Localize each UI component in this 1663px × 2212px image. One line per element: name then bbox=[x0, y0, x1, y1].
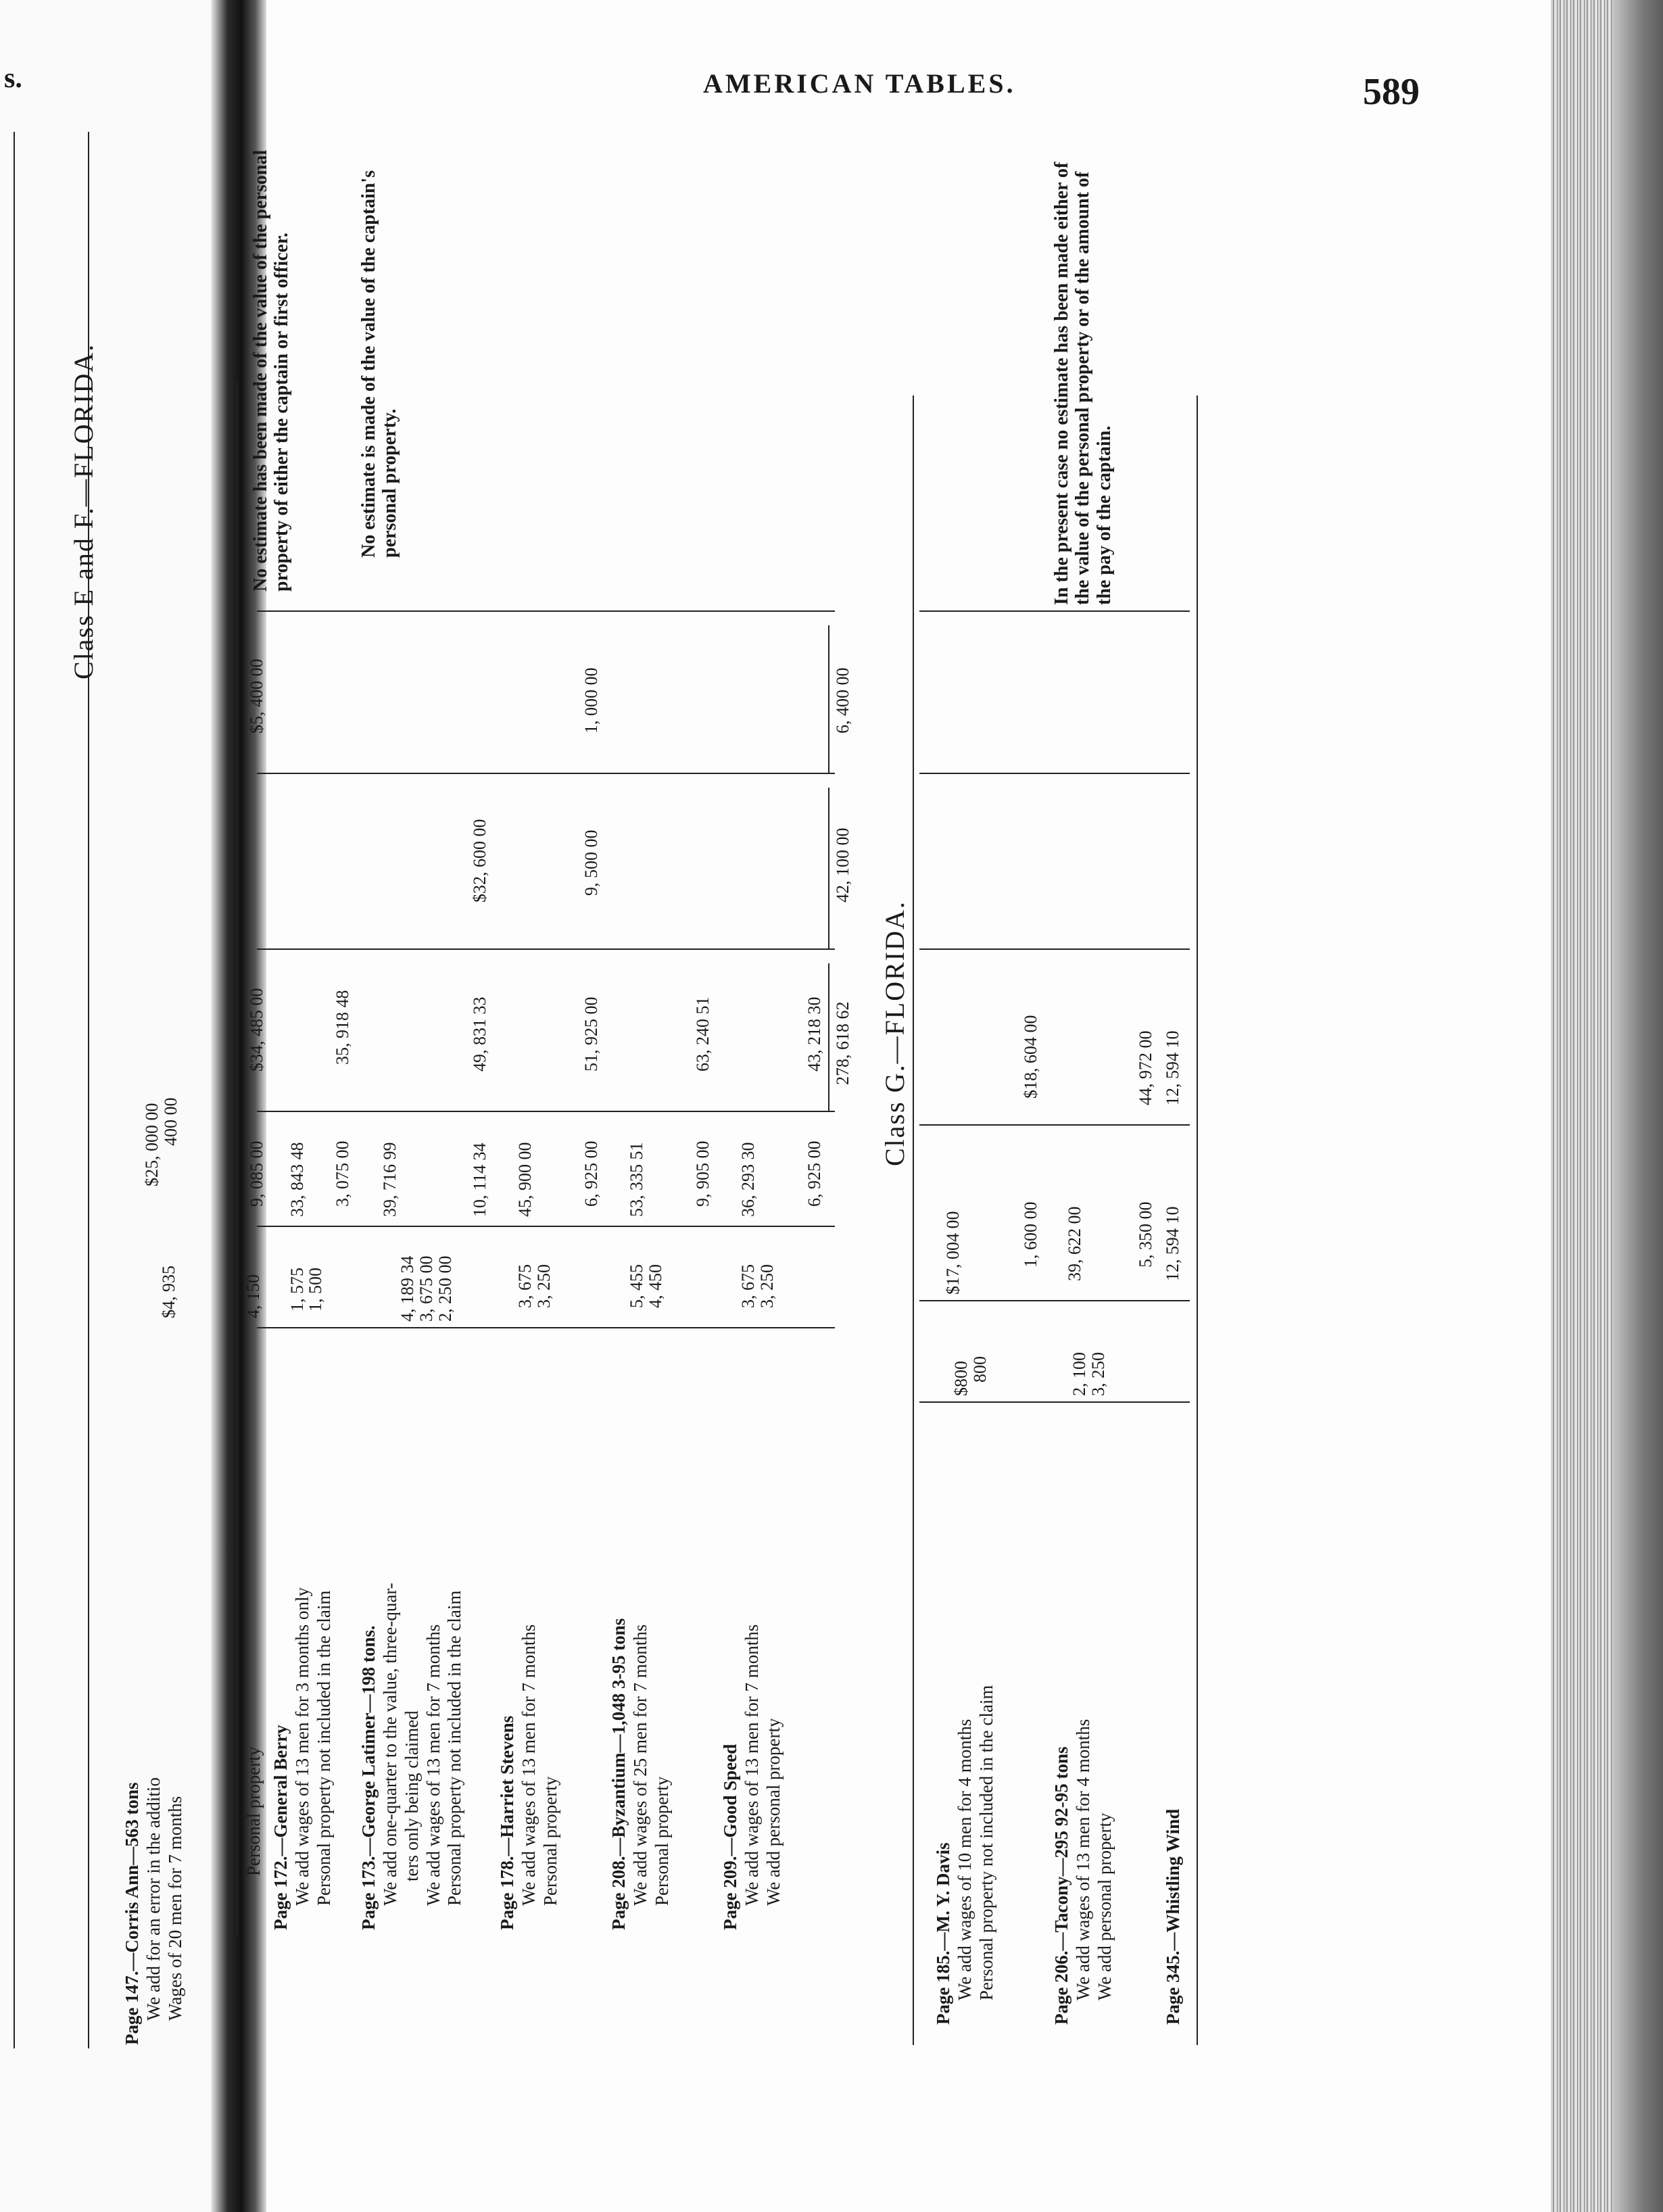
george-latimer-c1-c: 2, 250 00 bbox=[435, 1255, 455, 1322]
harriet-stevens-line-3: Personal property bbox=[539, 1776, 560, 1906]
left-running-head: s. bbox=[4, 63, 22, 94]
tacony-c2-a: 39, 622 00 bbox=[1065, 1206, 1084, 1281]
george-latimer-line-4: We add wages of 13 men for 7 months bbox=[423, 1624, 443, 1906]
corris-ann-line-1: Page 147.—Corris Ann—563 tons bbox=[122, 1782, 142, 2045]
personal-property-c2: 9, 085 00 bbox=[247, 1140, 266, 1207]
personal-property-c3: $34, 485 00 bbox=[247, 988, 266, 1072]
personal-property-c1: 4, 150 bbox=[243, 1274, 263, 1318]
section-divider-rule bbox=[913, 395, 914, 2045]
corris-ann-c1: $4, 935 bbox=[159, 1266, 178, 1318]
class-g-caption bbox=[879, 900, 911, 1166]
entry-george-latimer bbox=[358, 1583, 466, 1930]
george-latimer-c3: 49, 831 33 bbox=[470, 996, 489, 1072]
good-speed-c2-a: 36, 293 30 bbox=[738, 1142, 758, 1217]
g-col-rule-3 bbox=[919, 1124, 1190, 1126]
personal-property-c5: $5, 400 00 bbox=[247, 658, 266, 734]
entry-tacony bbox=[1051, 1719, 1116, 2025]
harriet-stevens-c1-b: 3, 250 bbox=[534, 1264, 554, 1308]
g-col-rule-1 bbox=[919, 1401, 1190, 1403]
my-davis-line-2: We add wages of 10 men for 4 months bbox=[954, 1718, 975, 2000]
byzantium-c3: 63, 240 51 bbox=[693, 996, 713, 1072]
tacony-c1-a: 2, 100 bbox=[1069, 1352, 1089, 1396]
entry-good-speed bbox=[720, 1625, 785, 1930]
good-speed-c3: 43, 218 30 bbox=[804, 996, 824, 1072]
my-davis-line-3: Personal property not included in the claim bbox=[975, 1685, 996, 2000]
running-head: AMERICAN TABLES. bbox=[703, 68, 1016, 99]
harriet-stevens-line-1: Page 178.—Harriet Stevens bbox=[497, 1715, 517, 1930]
harriet-stevens-c2-b: 6, 925 00 bbox=[581, 1140, 601, 1207]
left-page-rule bbox=[14, 132, 15, 2048]
personal-property-text: Personal property bbox=[243, 1746, 264, 1876]
corris-ann-c2-b: 400 00 bbox=[161, 1097, 180, 1146]
tacony-c1-b: 3, 250 bbox=[1088, 1352, 1108, 1396]
totals-rule-c4 bbox=[828, 788, 829, 950]
total-c5: 6, 400 00 bbox=[833, 667, 852, 734]
entry-corris-ann bbox=[122, 1777, 187, 2045]
whistling-wind-c3: 12, 594 10 bbox=[1163, 1030, 1182, 1105]
good-speed-c2-b: 6, 925 00 bbox=[804, 1140, 824, 1207]
tacony-line-3: We add personal property bbox=[1094, 1812, 1115, 2000]
tacony-c2-b: 5, 350 00 bbox=[1136, 1201, 1155, 1268]
george-latimer-c1-a: 4, 189 34 bbox=[397, 1255, 417, 1322]
section-bottom-rule bbox=[1197, 395, 1198, 2045]
general-berry-line-1: Page 172.—General Berry bbox=[270, 1725, 291, 1930]
good-speed-line-1: Page 209.—Good Speed bbox=[720, 1744, 740, 1930]
whistling-wind-line-1: Page 345.—Whistling Wind bbox=[1163, 1808, 1183, 2025]
harriet-stevens-c1-a: 3, 675 bbox=[515, 1264, 535, 1308]
entry-harriet-stevens bbox=[497, 1625, 562, 1930]
george-latimer-line-5: Personal property not included in the claim bbox=[444, 1590, 465, 1906]
harriet-stevens-c5: 1, 000 00 bbox=[581, 667, 601, 734]
col-rule-5 bbox=[257, 773, 835, 774]
harriet-stevens-c2-a: 45, 900 00 bbox=[515, 1142, 535, 1217]
harriet-stevens-c4: 9, 500 00 bbox=[581, 830, 601, 896]
general-berry-c2-a: 33, 843 48 bbox=[287, 1142, 307, 1217]
class-ef-caption-text: Class E and F.—FLORIDA. bbox=[68, 343, 99, 679]
good-speed-c1-b: 3, 250 bbox=[757, 1264, 777, 1308]
my-davis-c2-b: 1, 600 00 bbox=[1021, 1201, 1040, 1268]
byzantium-line-2: We add wages of 25 men for 7 months bbox=[629, 1624, 650, 1906]
g-col-rule-2 bbox=[919, 1300, 1190, 1301]
col-rule-6 bbox=[257, 610, 835, 612]
totals-rule-c5 bbox=[828, 625, 829, 774]
george-latimer-c4: $32, 600 00 bbox=[470, 819, 489, 903]
g-col-rule-4 bbox=[919, 948, 1190, 950]
my-davis-c1-b: 800 bbox=[970, 1356, 990, 1382]
general-berry-c2-b: 3, 075 00 bbox=[333, 1140, 352, 1207]
byzantium-c2-b: 9, 905 00 bbox=[693, 1140, 713, 1207]
general-berry-c3: 35, 918 48 bbox=[333, 990, 352, 1065]
class-g-caption-text: Class G.—FLORIDA. bbox=[879, 900, 910, 1166]
good-speed-line-3: We add personal property bbox=[763, 1718, 784, 1906]
general-berry-c1-b: 1, 500 bbox=[306, 1268, 325, 1312]
entry-whistling-wind bbox=[1163, 1809, 1184, 2025]
my-davis-c3: $18, 604 00 bbox=[1021, 1015, 1040, 1099]
my-davis-line-1: Page 185.—M. Y. Davis bbox=[933, 1842, 953, 2025]
byzantium-c1-a: 5, 455 bbox=[627, 1264, 646, 1308]
page-number: 589 bbox=[1363, 71, 1420, 113]
col-rule-2 bbox=[257, 1226, 835, 1227]
good-speed-c1-a: 3, 675 bbox=[738, 1264, 758, 1308]
tacony-line-1: Page 206.—Tacony—295 92-95 tons bbox=[1051, 1746, 1071, 2025]
george-latimer-c2-b: 10, 114 34 bbox=[470, 1143, 489, 1217]
personal-property-label bbox=[243, 1747, 265, 1876]
rotated-table bbox=[68, 139, 1406, 2045]
col-rule-3 bbox=[257, 1111, 835, 1112]
total-c4: 42, 100 00 bbox=[833, 827, 852, 903]
whistling-wind-c2: 12, 594 10 bbox=[1163, 1206, 1182, 1281]
general-berry-line-3: Personal property not included in the claim bbox=[313, 1590, 334, 1906]
byzantium-c2-a: 53, 335 51 bbox=[627, 1142, 646, 1217]
corris-ann-line-3: Wages of 20 men for 7 months bbox=[164, 1796, 185, 2021]
byzantium-line-3: Personal property bbox=[651, 1776, 672, 1906]
totals-rule-c3 bbox=[828, 963, 829, 1112]
tacony-line-2: We add wages of 13 men for 4 months bbox=[1072, 1718, 1093, 2000]
general-berry-note: No estimate has been made of the value of the personal property of either the captain or first officer. bbox=[250, 149, 293, 592]
g-col-rule-6 bbox=[919, 610, 1190, 612]
class-ef-caption bbox=[68, 343, 99, 679]
george-latimer-line-1: Page 173.—George Latimer—198 tons. bbox=[358, 1625, 379, 1930]
whistling-wind-note: In the present case no estimate has been made either of the value of the personal property or of the amount of the pay of the captain. bbox=[1051, 162, 1115, 605]
col-rule-4 bbox=[257, 948, 835, 950]
entry-general-berry bbox=[270, 1587, 335, 1930]
g-col-rule-5 bbox=[919, 773, 1190, 774]
good-speed-line-2: We add wages of 13 men for 7 months bbox=[741, 1624, 762, 1906]
my-davis-c2-a: $17, 004 00 bbox=[943, 1211, 963, 1295]
general-berry-line-2: We add wages of 13 men for 3 months only bbox=[291, 1587, 312, 1906]
george-latimer-c2-a: 39, 716 99 bbox=[380, 1142, 400, 1217]
george-latimer-c1-b: 3, 675 00 bbox=[416, 1255, 436, 1322]
col-rule-1 bbox=[257, 1327, 835, 1328]
george-latimer-line-2: We add one-quarter to the value, three-quar- bbox=[379, 1583, 400, 1906]
harriet-stevens-line-2: We add wages of 13 men for 7 months bbox=[518, 1624, 539, 1906]
entry-my-davis bbox=[933, 1685, 998, 2025]
byzantium-c1-b: 4, 450 bbox=[646, 1264, 665, 1308]
general-berry-c1-a: 1, 575 bbox=[287, 1268, 307, 1312]
byzantium-line-1: Page 208.—Byzantium—1,048 3-95 tons bbox=[608, 1618, 629, 1930]
my-davis-c1-a: $800 bbox=[951, 1361, 971, 1396]
total-c3: 278, 618 62 bbox=[833, 1001, 852, 1085]
page-edges bbox=[1551, 0, 1663, 2212]
tacony-c3: 44, 972 00 bbox=[1136, 1030, 1155, 1105]
harriet-stevens-c3: 51, 925 00 bbox=[581, 996, 601, 1072]
entry-byzantium bbox=[608, 1618, 673, 1930]
corris-ann-c2-a: $25, 000 00 bbox=[142, 1103, 162, 1186]
section-top-rule bbox=[237, 382, 238, 1937]
corris-ann-line-2: We add for an error in the additio bbox=[143, 1777, 164, 2021]
george-latimer-line-3: ters only being claimed bbox=[401, 1710, 422, 1881]
george-latimer-note: No estimate is made of the value of the captain's personal property. bbox=[358, 170, 401, 558]
